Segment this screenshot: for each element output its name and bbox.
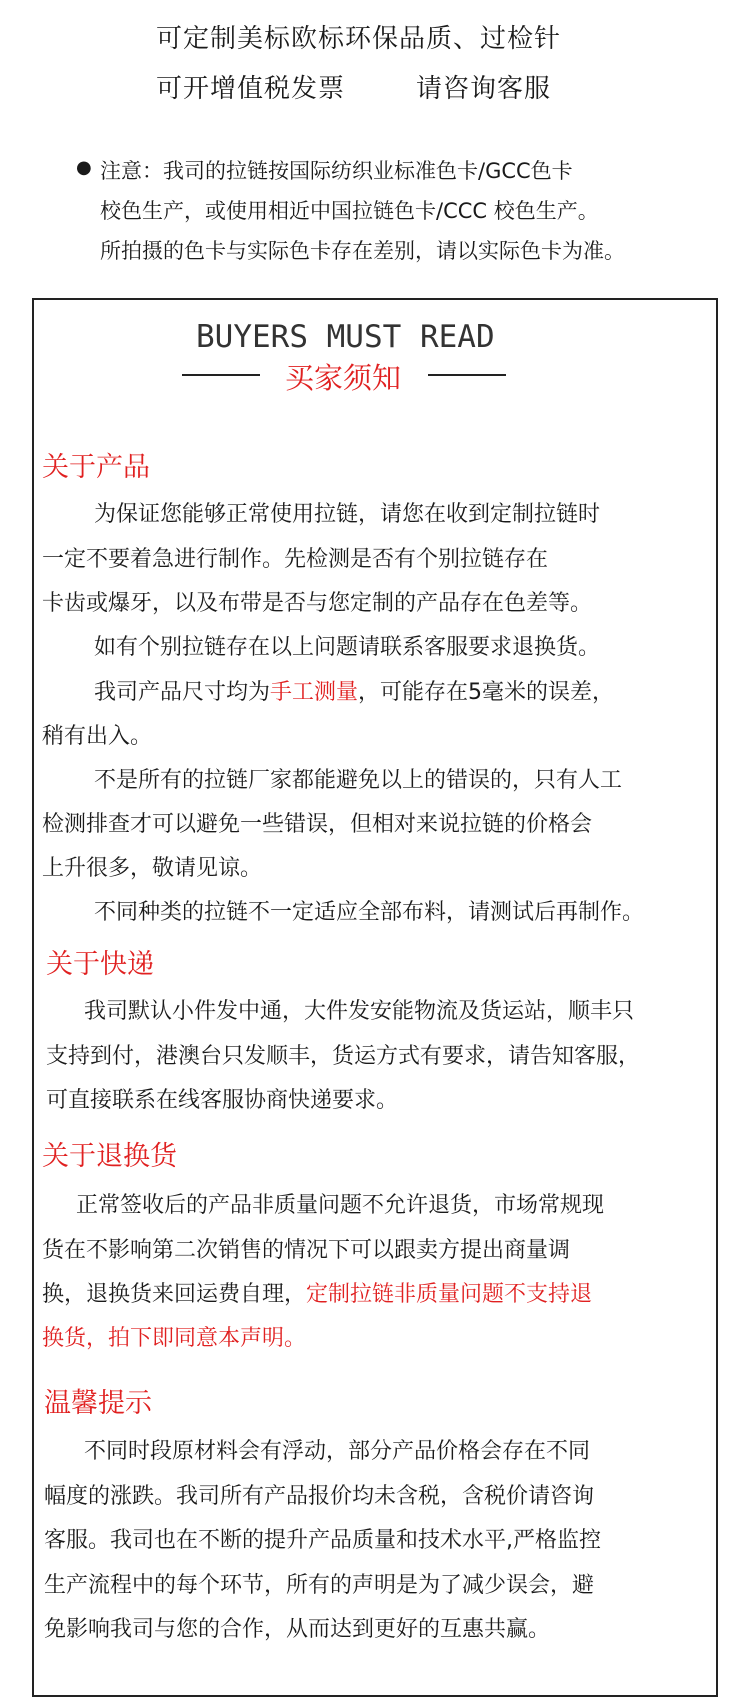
- section-heading-product: 关于产品: [42, 452, 150, 483]
- returns-text-highlight: 定制拉链非质量问题不支持退: [306, 1282, 593, 1307]
- box-title-en: BUYERS MUST READ: [196, 319, 495, 355]
- header-invoice-text: 可开增值税发票: [156, 74, 346, 104]
- returns-line: 货在不影响第二次销售的情况下可以跟卖方提出商量调: [42, 1238, 571, 1263]
- section-heading-tips: 温馨提示: [44, 1388, 152, 1419]
- title-left-rule: [182, 374, 260, 376]
- header-contact-text: 请咨询客服: [416, 74, 552, 104]
- product-line: 检测排查才可以避免一些错误，但相对来说拉链的价格会: [42, 812, 593, 837]
- measure-text-pre: 我司产品尺寸均为: [94, 680, 271, 705]
- delivery-line: 我司默认小件发中通，大件发安能物流及货运站，顺丰只: [84, 999, 635, 1024]
- delivery-line: 支持到付，港澳台只发顺丰，货运方式有要求，请告知客服，: [46, 1044, 641, 1069]
- measure-text-highlight: 手工测量: [270, 680, 359, 705]
- box-title-cn: 买家须知: [285, 361, 402, 395]
- notice-line-2: 校色生产，或使用相近中国拉链色卡/CCC 校色生产。: [100, 199, 599, 223]
- delivery-line: 可直接联系在线客服协商快递要求。: [46, 1088, 399, 1113]
- product-line: 如有个别拉链存在以上问题请联系客服要求退换货。: [94, 635, 601, 660]
- tips-line: 免影响我司与您的合作，从而达到更好的互惠共赢。: [44, 1617, 551, 1642]
- product-line: 一定不要着急进行制作。先检测是否有个别拉链存在: [42, 547, 549, 572]
- product-line: 卡齿或爆牙，以及布带是否与您定制的产品存在色差等。: [42, 591, 593, 616]
- header-line-1: 可定制美标欧标环保品质、过检针: [156, 24, 562, 54]
- returns-line: [42, 1277, 592, 1308]
- returns-line-highlight: 换货，拍下即同意本声明。: [42, 1326, 307, 1351]
- measure-text-post: ，可能存在5毫米的误差，: [358, 680, 615, 705]
- tips-line: 客服。我司也在不断的提升产品质量和技术水平,严格监控: [44, 1528, 601, 1553]
- bullet-icon: ●: [76, 157, 92, 178]
- title-right-rule: [428, 374, 506, 376]
- tips-line: 不同时段原材料会有浮动，部分产品价格会存在不同: [84, 1439, 591, 1464]
- product-measure-line: [94, 675, 614, 706]
- product-line: 为保证您能够正常使用拉链，请您在收到定制拉链时: [94, 502, 601, 527]
- section-heading-returns: 关于退换货: [42, 1141, 177, 1172]
- notice-line-1: 注意：我司的拉链按国际纺织业标准色卡/GCC色卡: [100, 159, 573, 183]
- product-line: 稍有出入。: [42, 724, 153, 749]
- product-line: 上升很多，敬请见谅。: [42, 856, 263, 881]
- product-line: 不同种类的拉链不一定适应全部布料，请测试后再制作。: [94, 900, 645, 925]
- notice-line-3: 所拍摄的色卡与实际色卡存在差别，请以实际色卡为准。: [100, 239, 625, 263]
- tips-line: 幅度的涨跌。我司所有产品报价均未含税，含税价请咨询: [44, 1484, 595, 1509]
- tips-line: 生产流程中的每个环节，所有的声明是为了减少误会，避: [44, 1573, 595, 1598]
- returns-line: 正常签收后的产品非质量问题不允许退货，市场常规现: [76, 1193, 605, 1218]
- returns-text-pre: 换，退换货来回运费自理，: [42, 1282, 307, 1307]
- product-line: 不是所有的拉链厂家都能避免以上的错误的，只有人工: [94, 768, 623, 793]
- section-heading-delivery: 关于快递: [46, 949, 154, 980]
